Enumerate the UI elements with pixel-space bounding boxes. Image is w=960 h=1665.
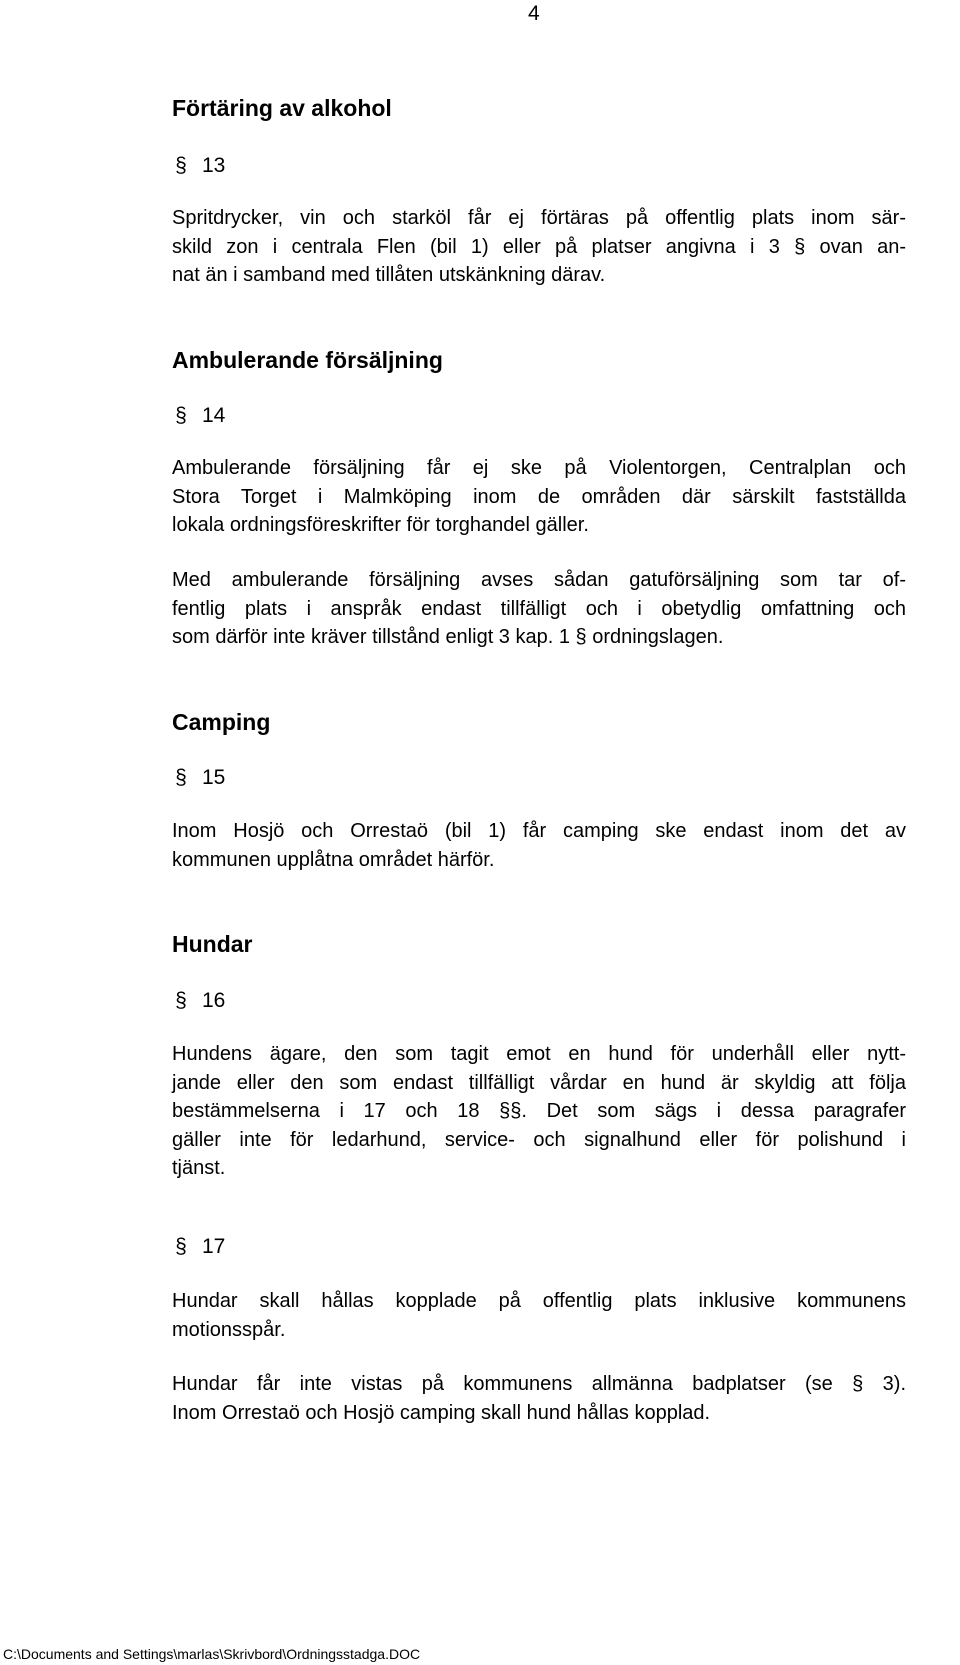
heading-hundar: Hundar [172, 931, 253, 957]
text-line: fentlig plats i anspråk endast tillfälligt och i obetydlig omfattning och [172, 597, 906, 620]
paragraph-number-value: 17 [202, 1235, 226, 1258]
paragraph-symbol: § [175, 154, 187, 177]
paragraph-14-definition [172, 566, 906, 652]
text-line: gäller inte för ledarhund, service- och signalhund eller för polishund i [172, 1128, 906, 1151]
paragraph-number-15 [172, 764, 225, 792]
paragraph-17-bathing-rule [172, 1370, 906, 1427]
paragraph-number-value: 16 [202, 989, 226, 1012]
paragraph-13-text [172, 204, 906, 290]
text-line: Spritdrycker, vin och starköl får ej förtäras på offentlig plats inom sär- [172, 207, 906, 229]
heading-camping: Camping [172, 709, 271, 735]
text-line: nat än i samband med tillåten utskänkning därav. [172, 264, 606, 286]
text-line: Inom Hosjö och Orrestaö (bil 1) får camping ske endast inom det av [172, 820, 906, 842]
text-line: Hundar skall hållas kopplade på offentlig plats inklusive kommunens [172, 1290, 906, 1312]
paragraph-17-text [172, 1287, 906, 1344]
paragraph-number-16 [172, 987, 225, 1015]
paragraph-symbol: § [175, 1235, 187, 1258]
text-line: Hundens ägare, den som tagit emot en hund för underhåll eller nytt- [172, 1043, 906, 1065]
text-line: Ambulerande försäljning får ej ske på Violentorgen, Centralplan och [172, 457, 906, 479]
paragraph-number-value: 13 [202, 154, 226, 177]
paragraph-15-text [172, 817, 906, 874]
text-line: motionsspår. [172, 1318, 286, 1341]
text-line: bestämmelserna i 17 och 18 §§. Det som sägs i dessa paragrafer [172, 1100, 906, 1122]
text-line: skild zon i centrala Flen (bil 1) eller på platser angivna i 3 § ovan an- [172, 235, 906, 258]
text-line: Inom Orrestaö och Hosjö camping skall hund hållas kopplad. [172, 1401, 711, 1424]
text-line: jande eller den som endast tillfälligt vårdar en hund är skyldig att följa [172, 1071, 906, 1094]
text-line: som därför inte kräver tillstånd enligt 3 kap. 1 § ordningslagen. [172, 626, 724, 648]
heading-ambulerande-forsaljning: Ambulerande försäljning [172, 347, 443, 373]
footer-file-path: C:\Documents and Settings\marlas\Skrivbord\Ordningsstadga.DOC [3, 1646, 421, 1662]
paragraph-number-17 [172, 1233, 225, 1261]
paragraph-number-value: 14 [202, 404, 226, 427]
paragraph-symbol: § [175, 766, 187, 789]
paragraph-number-13 [172, 152, 225, 180]
text-line: Hundar får inte vistas på kommunens allmänna badplatser (se § 3). [172, 1373, 906, 1395]
text-line: lokala ordningsföreskrifter för torghandel gäller. [172, 514, 589, 536]
heading-fortaring-av-alkohol: Förtäring av alkohol [172, 95, 392, 121]
paragraph-number-value: 15 [202, 766, 226, 789]
page-number: 4 [528, 2, 540, 25]
paragraph-symbol: § [175, 989, 187, 1012]
paragraph-14-text [172, 454, 906, 540]
text-line: Stora Torget i Malmköping inom de områden där särskilt fastställda [172, 485, 906, 508]
paragraph-symbol: § [175, 404, 187, 427]
paragraph-16-text [172, 1040, 906, 1183]
text-line: tjänst. [172, 1157, 226, 1179]
text-line: Med ambulerande försäljning avses sådan gatuförsäljning som tar of- [172, 569, 906, 591]
paragraph-number-14 [172, 402, 225, 430]
text-line: kommunen upplåtna området härför. [172, 848, 495, 871]
